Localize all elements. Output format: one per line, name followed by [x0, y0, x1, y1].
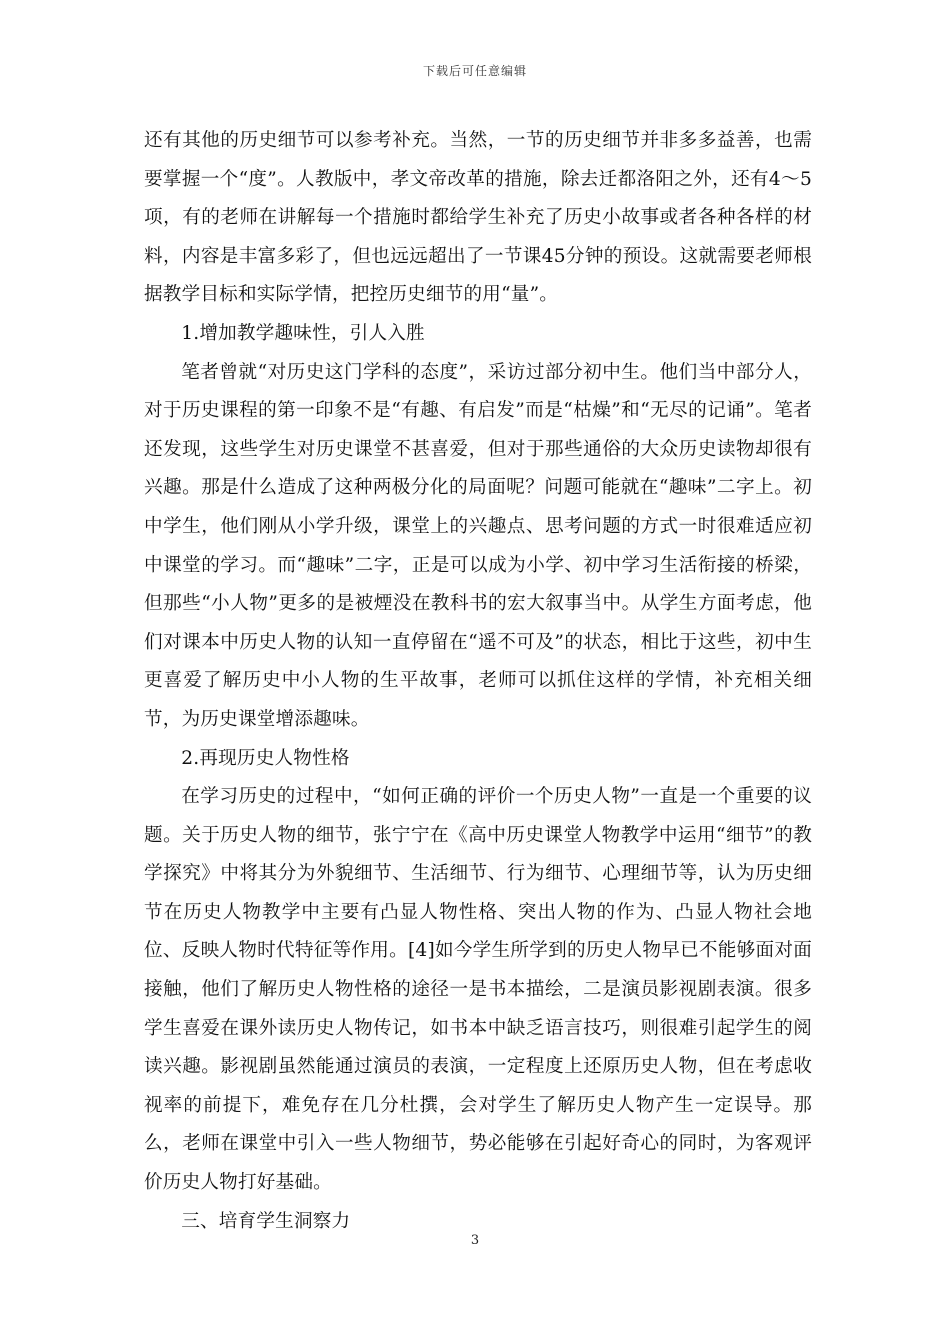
section-heading-3: 三、培育学生洞察力	[181, 1210, 351, 1232]
section-heading-2: 2.再现历史人物性格	[181, 747, 350, 769]
paragraph-continuation: 还有其他的历史细节可以参考补充。当然，一节的历史细节并非多多益善，也需要掌握一个“度”。人教版中，孝文帝改革的措施，除去迁都洛阳之外，还有4～5项，有的老师在讲解每一个措施时都给学生补充了历史小故事或者各种各样的材料，内容是丰富多彩了，但也远远超出了一节课45分钟的预设。这就需要老师根据教学目标和实际学情，把控历史细节的用“量”。	[144, 130, 812, 306]
page-number: 3	[470, 1233, 480, 1248]
page-header: 下载后可任意编辑	[422, 64, 527, 78]
paragraph-characters: 在学习历史的过程中，“如何正确的评价一个历史人物”一直是一个重要的议题。关于历史人物的细节，张宁宁在《高中历史课堂人物教学中运用“细节”的教学探究》中将其分为外貌细节、生活细节、行为细节、心理细节等，认为历史细节在历史人物教学中主要有凸显人物性格、突出人物的作为、凸显人物社会地位、反映人物时代特征等作用。[4]如今学生所学到的历史人物早已不能够面对面接触，他们了解历史人物性格的途径一是书本描绘，二是演员影视剧表演。很多学生喜爱在课外读历史人物传记，如书本中缺乏语言技巧，则很难引起学生的阅读兴趣。影视剧虽然能通过演员的表演，一定程度上还原历史人物，但在考虑收视率的前提下，难免存在几分杜撰，会对学生了解历史人物产生一定误导。那么，老师在课堂中引入一些人物细节，势必能够在引起好奇心的同时，为客观评价历史人物打好基础。	[144, 786, 812, 1194]
document-body	[144, 122, 812, 1241]
paragraph-interest: 笔者曾就“对历史这门学科的态度”，采访过部分初中生。他们当中部分人，对于历史课程的第一印象不是“有趣、有启发”而是“枯燥”和“无尽的记诵”。笔者还发现，这些学生对历史课堂不甚喜爱，但对于那些通俗的大众历史读物却很有兴趣。那是什么造成了这种两极分化的局面呢？问题可能就在“趣味”二字上。初中学生，他们刚从小学升级，课堂上的兴趣点、思考问题的方式一时很难适应初中课堂的学习。而“趣味”二字，正是可以成为小学、初中学习生活衔接的桥梁，但那些“小人物”更多的是被煙没在教科书的宏大叙事当中。从学生方面考虑，他们对课本中历史人物的认知一直停留在“遥不可及”的状态，相比于这些，初中生更喜爱了解历史中小人物的生平故事，老师可以抓住这样的学情，补充相关细节，为历史课堂增添趣味。	[144, 361, 812, 730]
section-heading-1: 1.增加教学趣味性，引人入胜	[181, 322, 425, 344]
